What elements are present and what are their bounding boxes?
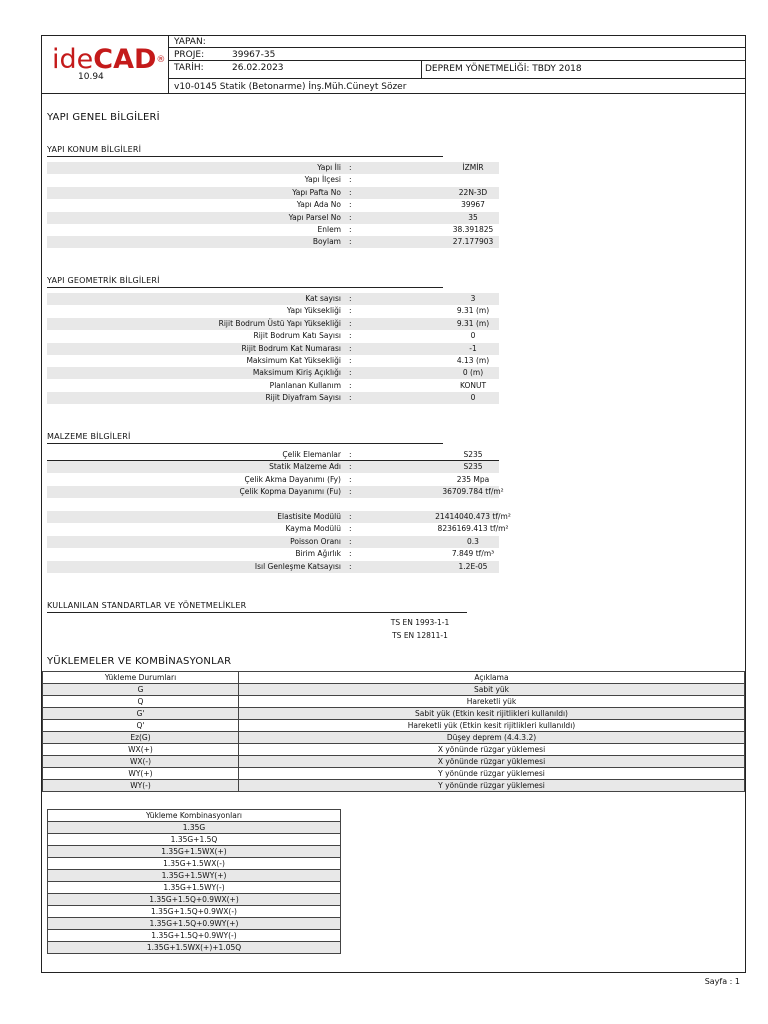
malzeme-title: MALZEME BİLGİLERİ bbox=[47, 432, 131, 441]
malzeme-row bbox=[47, 511, 511, 523]
malzeme-colon: : bbox=[349, 561, 352, 571]
malzeme-key: Çelik Akma Dayanımı (Fy) bbox=[244, 474, 341, 484]
malzeme-row bbox=[47, 561, 499, 573]
kombinasyon-cell: 1.35G+1.5Q+0.9WY(-) bbox=[48, 930, 341, 942]
kombinasyon-row bbox=[48, 846, 341, 858]
konum-key: Yapı Ada No bbox=[296, 200, 341, 210]
kombinasyon-row bbox=[48, 882, 341, 894]
malzeme-colon: : bbox=[349, 462, 352, 472]
kombinasyon-row bbox=[48, 834, 341, 846]
malzeme-value: 21414040.473 tf/m² bbox=[435, 512, 511, 521]
yukleme-row bbox=[43, 696, 745, 708]
malzeme-row bbox=[47, 461, 499, 473]
header-row-yapan bbox=[169, 35, 746, 48]
geometri-colon: : bbox=[349, 380, 352, 390]
geometri-value: -1 bbox=[469, 343, 477, 353]
kombinasyon-cell: 1.35G+1.5Q+0.9WX(-) bbox=[48, 906, 341, 918]
malzeme-row bbox=[47, 573, 499, 585]
idecad-logo bbox=[52, 45, 165, 75]
malzeme-key: Statik Malzeme Adı bbox=[269, 462, 341, 472]
col-header-aciklama: Açıklama bbox=[239, 672, 745, 684]
kombinasyon-row bbox=[48, 822, 341, 834]
konum-row bbox=[47, 187, 499, 199]
geometri-key: Maksimum Kat Yüksekliği bbox=[246, 356, 341, 365]
kombinasyon-cell: 1.35G+1.5WX(+)+1.05Q bbox=[48, 942, 341, 954]
yukleme-title: YÜKLEMELER VE KOMBİNASYONLAR bbox=[47, 656, 232, 667]
kombinasyon-cell: 1.35G+1.5WX(+) bbox=[48, 846, 341, 858]
geometri-row bbox=[47, 380, 499, 392]
geometri-key: Rijit Bodrum Üstü Yapı Yüksekliği bbox=[218, 318, 341, 328]
kombinasyon-row bbox=[48, 930, 341, 942]
malzeme-colon: : bbox=[349, 512, 352, 521]
konum-value: 39967 bbox=[461, 200, 485, 210]
geometri-row bbox=[47, 355, 499, 367]
malzeme-key: Elastisite Modülü bbox=[277, 512, 341, 521]
geometri-value: 9.31 (m) bbox=[456, 318, 490, 328]
kombinasyon-cell: 1.35G+1.5WX(-) bbox=[48, 858, 341, 870]
geometri-underline bbox=[47, 287, 443, 288]
konum-row bbox=[47, 174, 499, 186]
kombinasyon-cell: 1.35G+1.5Q+0.9WX(+) bbox=[48, 894, 341, 906]
logo-text-ide: ide bbox=[52, 44, 94, 75]
malzeme-key: Birim Ağırlık bbox=[295, 549, 341, 559]
kombinasyon-cell: 1.35G+1.5WY(+) bbox=[48, 870, 341, 882]
malzeme-colon: : bbox=[349, 450, 352, 459]
geometri-row bbox=[47, 392, 499, 404]
kombinasyon-row bbox=[48, 870, 341, 882]
yukleme-durum-cell: WX(+) bbox=[43, 744, 239, 756]
geometri-row bbox=[47, 305, 499, 317]
konum-value: 38.391825 bbox=[452, 225, 494, 234]
malzeme-row bbox=[47, 474, 499, 486]
geometri-colon: : bbox=[349, 306, 352, 316]
geometri-key: Yapı Yüksekliği bbox=[286, 306, 341, 316]
geometri-colon: : bbox=[349, 318, 352, 328]
malzeme-key: Çelik Kopma Dayanımı (Fu) bbox=[239, 487, 341, 497]
yukleme-durum-cell: G bbox=[43, 684, 239, 696]
geometri-colon: : bbox=[349, 393, 352, 403]
konum-key: Yapı Pafta No bbox=[292, 187, 341, 197]
program-info: v10-0145 Statik (Betonarme) İnş.Müh.Cüneyt Sözer bbox=[174, 82, 407, 92]
konum-value: İZMİR bbox=[462, 163, 484, 172]
proje-label: PROJE: bbox=[174, 50, 205, 60]
konum-row bbox=[47, 224, 499, 236]
yukleme-row bbox=[43, 780, 745, 792]
kombinasyon-header: Yükleme Kombinasyonları bbox=[48, 810, 341, 822]
kombinasyon-row bbox=[48, 918, 341, 930]
malzeme-value: 0.3 bbox=[467, 536, 479, 546]
konum-underline bbox=[47, 156, 443, 157]
konum-row bbox=[47, 162, 499, 174]
yukleme-row bbox=[43, 768, 745, 780]
konum-value: 27.177903 bbox=[452, 237, 494, 247]
yukleme-durum-cell: Q bbox=[43, 696, 239, 708]
yukleme-row bbox=[43, 720, 745, 732]
konum-title: YAPI KONUM BİLGİLERİ bbox=[47, 145, 142, 154]
logo-registered: ® bbox=[156, 55, 166, 65]
konum-key: Yapı İli bbox=[317, 163, 341, 172]
main-title: YAPI GENEL BİLGİLERİ bbox=[47, 112, 160, 123]
yukleme-durum-cell: Q' bbox=[43, 720, 239, 732]
konum-colon: : bbox=[349, 187, 352, 197]
geometri-key: Kat sayısı bbox=[305, 294, 341, 303]
logo-version: 10.94 bbox=[78, 72, 104, 82]
geometri-key: Rijit Diyafram Sayısı bbox=[265, 393, 341, 403]
malzeme-row bbox=[47, 523, 509, 535]
yukleme-aciklama-cell: Düşey deprem (4.4.3.2) bbox=[239, 732, 745, 744]
yukleme-durum-cell: WY(+) bbox=[43, 768, 239, 780]
malzeme-colon: : bbox=[349, 487, 352, 497]
geometri-row bbox=[47, 367, 499, 379]
konum-colon: : bbox=[349, 175, 352, 185]
malzeme-row bbox=[47, 486, 504, 498]
malzeme-value: 235 Mpa bbox=[456, 474, 490, 484]
kombinasyon-cell: 1.35G+1.5Q bbox=[48, 834, 341, 846]
geometri-colon: : bbox=[349, 331, 352, 341]
geometri-value: 4.13 (m) bbox=[456, 356, 490, 365]
yukleme-row bbox=[43, 744, 745, 756]
header-bottom-line bbox=[41, 93, 746, 94]
kombinasyon-row bbox=[48, 894, 341, 906]
konum-key: Yapı İlçesi bbox=[304, 175, 341, 185]
standart-item: TS EN 1993-1-1 bbox=[390, 618, 450, 627]
malzeme-key: Isıl Genleşme Katsayısı bbox=[254, 561, 341, 571]
malzeme-colon: : bbox=[349, 524, 352, 534]
logo-text-cad: CAD bbox=[93, 44, 157, 75]
geometri-value: 0 bbox=[470, 393, 476, 403]
yukleme-aciklama-cell: Sabit yük (Etkin kesit rijitlikleri kullanıldı) bbox=[239, 708, 745, 720]
malzeme-key: Poisson Oranı bbox=[290, 536, 341, 546]
yukleme-row bbox=[43, 756, 745, 768]
yukleme-table bbox=[42, 671, 745, 792]
konum-colon: : bbox=[349, 163, 352, 172]
kombinasyon-cell: 1.35G+1.5Q+0.9WY(+) bbox=[48, 918, 341, 930]
geometri-key: Rijit Bodrum Kat Numarası bbox=[241, 343, 341, 353]
malzeme-value: 36709.784 tf/m² bbox=[442, 487, 504, 497]
yukleme-aciklama-cell: Hareketli yük (Etkin kesit rijitlikleri kullanıldı) bbox=[239, 720, 745, 732]
geometri-colon: : bbox=[349, 343, 352, 353]
konum-value: 35 bbox=[468, 212, 478, 222]
tarih-value: 26.02.2023 bbox=[232, 63, 284, 73]
kombinasyon-row bbox=[48, 906, 341, 918]
malzeme-row bbox=[47, 499, 499, 511]
geometri-colon: : bbox=[349, 356, 352, 365]
malzeme-colon: : bbox=[349, 474, 352, 484]
malzeme-row bbox=[47, 536, 499, 548]
yukleme-row bbox=[43, 708, 745, 720]
col-header-durum: Yükleme Durumları bbox=[43, 672, 239, 684]
geometri-row bbox=[47, 318, 499, 330]
malzeme-value: 7.849 tf/m³ bbox=[451, 549, 495, 559]
geometri-row bbox=[47, 330, 499, 342]
deprem-yonetmeligi: DEPREM YÖNETMELİĞİ: TBDY 2018 bbox=[425, 64, 582, 74]
yukleme-aciklama-cell: Sabit yük bbox=[239, 684, 745, 696]
konum-colon: : bbox=[349, 237, 352, 247]
konum-key: Enlem bbox=[317, 225, 341, 234]
geometri-row bbox=[47, 293, 499, 305]
malzeme-row bbox=[47, 548, 499, 560]
konum-colon: : bbox=[349, 225, 352, 234]
konum-colon: : bbox=[349, 200, 352, 210]
geometri-key: Maksimum Kiriş Açıklığı bbox=[252, 368, 341, 378]
standart-item: TS EN 12811-1 bbox=[392, 631, 448, 640]
malzeme-value: 8236169.413 tf/m² bbox=[437, 524, 509, 534]
header-row-proje bbox=[169, 48, 746, 61]
geometri-value: 0 bbox=[470, 331, 476, 341]
kombinasyon-row bbox=[48, 942, 341, 954]
kombinasyon-cell: 1.35G bbox=[48, 822, 341, 834]
konum-colon: : bbox=[349, 212, 352, 222]
malzeme-underline bbox=[47, 443, 443, 444]
yukleme-row bbox=[43, 732, 745, 744]
konum-row bbox=[47, 212, 499, 224]
geometri-title: YAPI GEOMETRİK BİLGİLERİ bbox=[47, 276, 160, 285]
konum-key: Yapı Parsel No bbox=[288, 212, 341, 222]
geometri-colon: : bbox=[349, 368, 352, 378]
yukleme-durum-cell: WY(-) bbox=[43, 780, 239, 792]
yukleme-aciklama-cell: Hareketli yük bbox=[239, 696, 745, 708]
yukleme-durum-cell: WX(-) bbox=[43, 756, 239, 768]
malzeme-key: Kayma Modülü bbox=[285, 524, 341, 534]
malzeme-value: S235 bbox=[463, 450, 483, 459]
konum-row bbox=[47, 199, 499, 211]
yukleme-durum-cell: Ez(G) bbox=[43, 732, 239, 744]
page-number: Sayfa : 1 bbox=[704, 977, 740, 986]
malzeme-value: S235 bbox=[463, 462, 483, 472]
malzeme-colon: : bbox=[349, 536, 352, 546]
malzeme-row bbox=[47, 449, 499, 461]
standartlar-title: KULLANILAN STANDARTLAR VE YÖNETMELİKLER bbox=[47, 601, 247, 610]
geometri-row bbox=[47, 343, 499, 355]
yukleme-aciklama-cell: Y yönünde rüzgar yüklemesi bbox=[239, 780, 745, 792]
geometri-colon: : bbox=[349, 294, 352, 303]
malzeme-key: Çelik Elemanlar bbox=[282, 450, 341, 459]
yukleme-aciklama-cell: X yönünde rüzgar yüklemesi bbox=[239, 744, 745, 756]
tarih-label: TARİH: bbox=[174, 63, 204, 73]
geometri-key: Planlanan Kullanım bbox=[269, 380, 341, 390]
geometri-key: Rijit Bodrum Katı Sayısı bbox=[253, 331, 341, 341]
konum-key: Boylam bbox=[312, 237, 341, 247]
standartlar-underline bbox=[47, 612, 467, 613]
proje-value: 39967-35 bbox=[232, 50, 276, 60]
yukleme-durum-cell: G' bbox=[43, 708, 239, 720]
kombinasyon-table bbox=[47, 809, 341, 954]
yukleme-row bbox=[43, 684, 745, 696]
geometri-value: 0 (m) bbox=[462, 368, 484, 378]
kombinasyon-cell: 1.35G+1.5WY(-) bbox=[48, 882, 341, 894]
logo-box bbox=[41, 35, 169, 93]
yukleme-aciklama-cell: Y yönünde rüzgar yüklemesi bbox=[239, 768, 745, 780]
yapan-label: YAPAN: bbox=[174, 37, 206, 47]
malzeme-colon: : bbox=[349, 549, 352, 559]
geometri-value: 3 bbox=[470, 294, 476, 303]
yukleme-aciklama-cell: X yönünde rüzgar yüklemesi bbox=[239, 756, 745, 768]
konum-value: 22N-3D bbox=[458, 187, 488, 197]
geometri-value: KONUT bbox=[459, 380, 487, 390]
konum-row bbox=[47, 236, 499, 248]
geometri-value: 9.31 (m) bbox=[456, 306, 490, 316]
header-divider bbox=[421, 61, 422, 79]
malzeme-value: 1.2E-05 bbox=[458, 561, 488, 571]
kombinasyon-row bbox=[48, 858, 341, 870]
